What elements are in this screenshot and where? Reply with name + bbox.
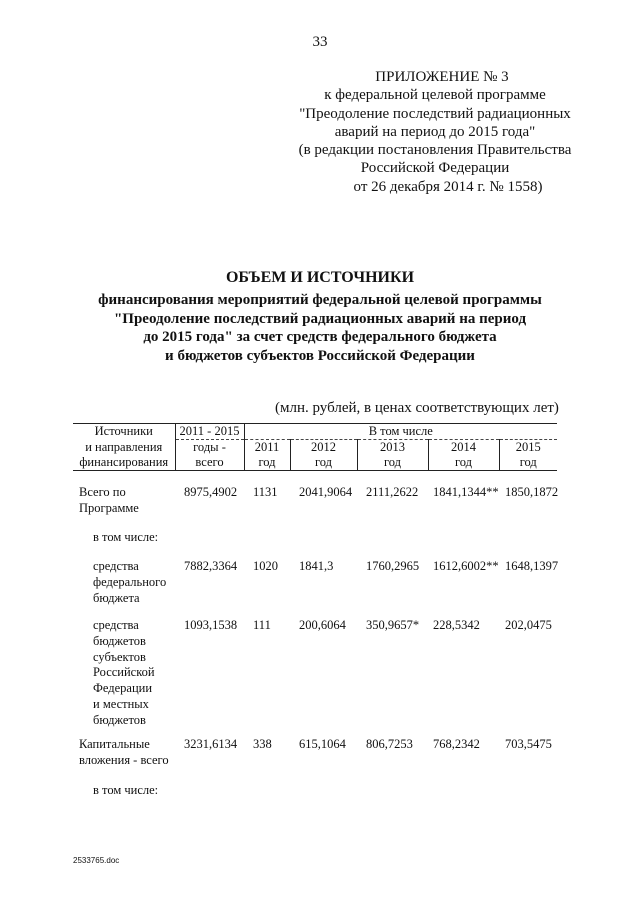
- header-year-2014: 2014: [428, 440, 499, 456]
- header-year-word: год: [428, 455, 499, 471]
- row-label-line: бюджета: [93, 590, 140, 605]
- row-label: [79, 737, 174, 769]
- row-label: [93, 530, 188, 546]
- row-label-line: бюджетов: [93, 712, 146, 727]
- cell-2013: 1760,2965: [366, 559, 420, 573]
- row-label-line: средства: [93, 618, 139, 632]
- row-label: [93, 783, 188, 799]
- cell-2012: 2041,9064: [299, 485, 353, 499]
- appendix-date-line: от 26 декабря 2014 г. № 1558): [353, 178, 543, 195]
- row-label-line: Капитальные: [79, 737, 150, 751]
- row-label-line: в том числе:: [93, 530, 159, 544]
- subtitle-line: до 2015 года" за счет средств федерального бюджета: [143, 329, 497, 346]
- row-label: [79, 485, 174, 517]
- subtitle-line: и бюджетов субъектов Российской Федерации: [165, 347, 475, 364]
- cell-2014: 1612,6002**: [433, 559, 499, 573]
- cell-total: 1093,1538: [184, 618, 238, 632]
- cell-2015: 1648,1397: [505, 559, 559, 573]
- cell-2012: 1841,3: [299, 559, 334, 573]
- header-year-2013: 2013: [357, 440, 428, 456]
- appendix-line: Российской Федерации: [360, 160, 510, 177]
- row-label-line: субъектов: [93, 649, 146, 664]
- cell-2015: 1850,1872: [505, 485, 559, 499]
- cell-2011: 338: [253, 737, 272, 751]
- row-label-line: вложения - всего: [79, 752, 169, 767]
- row-label-line: в том числе:: [93, 783, 159, 797]
- cell-total: 8975,4902: [184, 485, 238, 499]
- row-label: [93, 559, 188, 606]
- row-label-line: средства: [93, 559, 139, 573]
- row-label-line: и местных: [93, 696, 149, 711]
- cell-total: 7882,3364: [184, 559, 238, 573]
- cell-2013: 2111,2622: [366, 485, 419, 499]
- header-year-word: год: [357, 455, 428, 471]
- header-total-period: 2011 - 2015: [175, 424, 244, 440]
- header-total-label: всего: [175, 455, 244, 471]
- cell-total: 3231,6134: [184, 737, 238, 751]
- cell-2015: 703,5475: [505, 737, 552, 751]
- row-label-line: Всего по: [79, 485, 126, 499]
- cell-2013: 806,7253: [366, 737, 413, 751]
- header-year-word: год: [244, 455, 290, 471]
- appendix-line: (в редакции постановления Правительства: [298, 142, 572, 159]
- table-header: [73, 423, 557, 471]
- appendix-line: к федеральной целевой программе: [324, 87, 546, 104]
- appendix-line: аварий на период до 2015 года": [334, 123, 536, 140]
- row-label-line: федерального: [93, 574, 167, 589]
- cell-2012: 615,1064: [299, 737, 346, 751]
- subtitle-line: финансирования мероприятий федеральной целевой программы: [98, 292, 542, 308]
- header-year-2015: 2015: [515, 440, 541, 454]
- cell-2013: 350,9657*: [366, 618, 420, 632]
- cell-2011: 111: [253, 618, 271, 632]
- cell-2011: 1020: [253, 559, 278, 573]
- row-label-line: Федерации: [93, 681, 153, 696]
- cell-2015: 202,0475: [505, 618, 552, 632]
- appendix-line: "Преодоление последствий радиационных: [299, 105, 571, 122]
- cell-2011: 1131: [253, 485, 278, 499]
- header-financing: финансирования: [73, 455, 175, 471]
- page-number: 33: [312, 34, 328, 50]
- document-title: ОБЪЕМ И ИСТОЧНИКИ: [225, 269, 415, 286]
- row-label-line: Российской: [93, 665, 155, 680]
- document-subtitle: [0, 291, 640, 365]
- header-sources: Источники: [73, 424, 175, 440]
- header-directions: и направления: [85, 439, 163, 454]
- document-filename: 2533765.doc: [73, 856, 120, 865]
- row-label: [93, 618, 188, 729]
- header-years-label: годы -: [175, 440, 244, 456]
- header-in-total: В том числе: [244, 424, 557, 440]
- cell-2014: 768,2342: [433, 737, 480, 751]
- appendix-block: [270, 68, 600, 196]
- header-year-word: год: [499, 455, 557, 471]
- header-year-2012: 2012: [290, 440, 357, 456]
- cell-2012: 200,6064: [299, 618, 346, 632]
- units-note: (млн. рублей, в ценах соответствующих лет): [275, 400, 559, 416]
- cell-2014: 1841,1344**: [433, 485, 499, 499]
- cell-2014: 228,5342: [433, 618, 480, 632]
- header-year-word: год: [290, 455, 357, 471]
- subtitle-line: "Преодоление последствий радиационных аварий на период: [113, 310, 527, 327]
- row-label-line: Программе: [79, 500, 139, 515]
- appendix-title: ПРИЛОЖЕНИЕ № 3: [375, 69, 509, 85]
- header-year-2011: 2011: [244, 440, 290, 456]
- row-label-line: бюджетов: [93, 633, 146, 648]
